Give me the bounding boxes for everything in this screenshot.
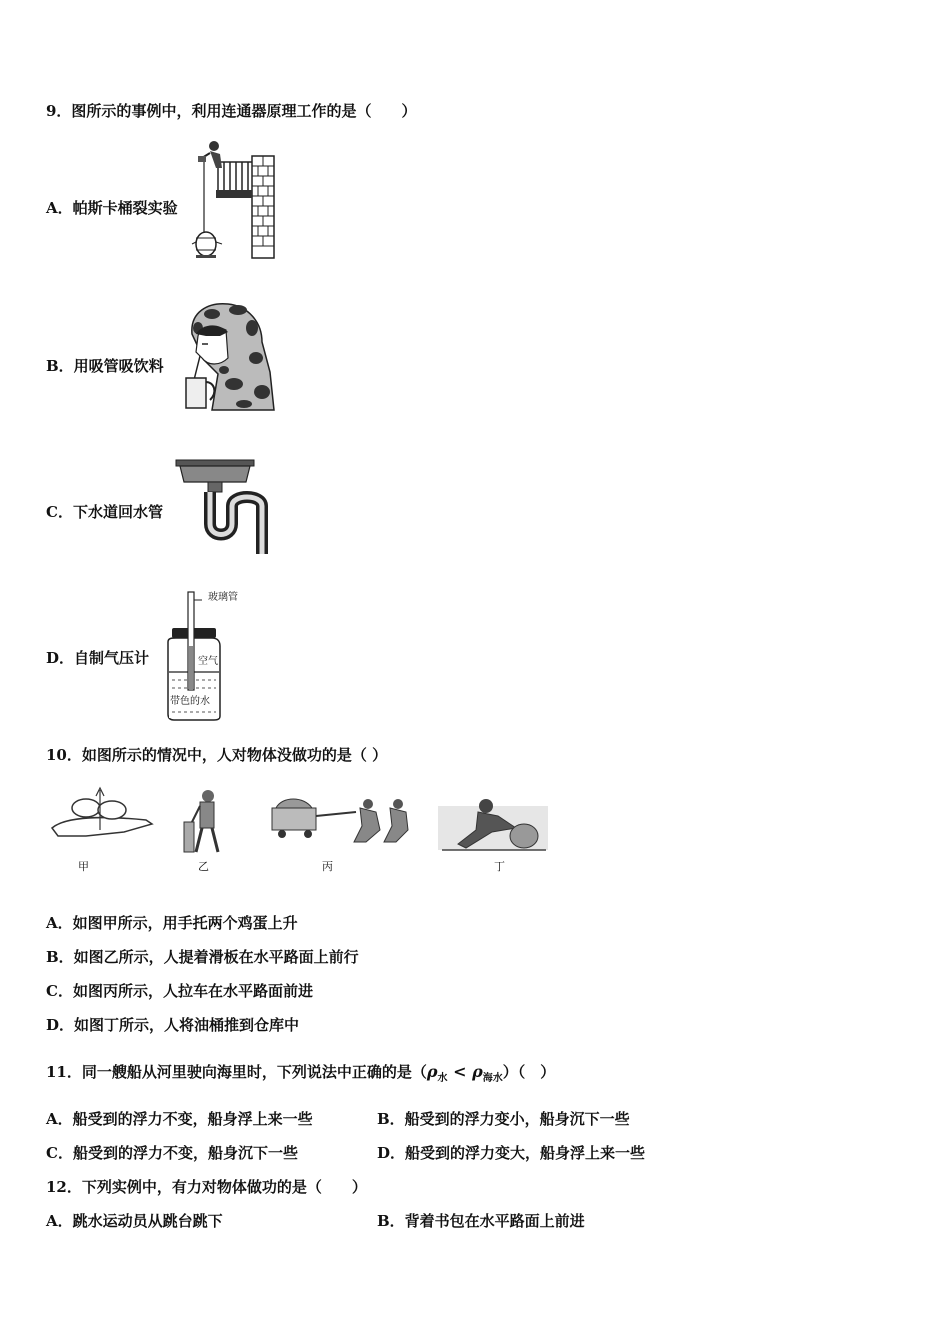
- q10-option-a[interactable]: A．如图甲所示，用手托两个鸡蛋上升: [46, 914, 298, 932]
- q11-stem-end: ）（ ）: [502, 1063, 556, 1081]
- drain-trap-figure: [174, 458, 274, 558]
- q10-stem: 10．如图所示的情况中，人对物体没做功的是（ ）: [46, 746, 388, 764]
- q12-stem: 12．下列实例中，有力对物体做功的是（ ）: [46, 1178, 367, 1196]
- q11-stem-text: 11．同一艘船从河里驶向海里时，下列说法中正确的是（: [46, 1063, 427, 1081]
- figure-label-yi: 乙: [198, 860, 209, 873]
- q9-stem: 9．图所示的事例中，利用连通器原理工作的是（ ）: [46, 102, 417, 120]
- q9-option-c[interactable]: C．下水道回水管: [46, 503, 163, 521]
- q11-option-d[interactable]: D．船受到的浮力变大，船身浮上来一些: [377, 1144, 646, 1162]
- q11-option-a[interactable]: A．船受到的浮力不变，船身浮上来一些: [46, 1110, 313, 1128]
- q11-option-b[interactable]: B．船受到的浮力变小，船身沉下一些: [377, 1110, 630, 1128]
- air-label: 空气: [198, 656, 218, 667]
- q11-stem: [46, 1062, 555, 1089]
- q10-option-d[interactable]: D．如图丁所示，人将油桶推到仓库中: [46, 1016, 300, 1034]
- q10-option-c[interactable]: C．如图丙所示，人拉车在水平路面前进: [46, 982, 313, 1000]
- q10-option-b[interactable]: B．如图乙所示，人提着滑板在水平路面上前行: [46, 948, 359, 966]
- work-scenarios-figure: [46, 786, 556, 882]
- colored-water-label: 带色的水: [170, 696, 210, 707]
- q12-option-b[interactable]: B．背着书包在水平路面上前进: [377, 1212, 585, 1230]
- figure-label-ding: 丁: [494, 860, 505, 873]
- glass-tube-label: 玻璃管: [208, 592, 238, 603]
- straw-drinking-figure: [184, 300, 278, 412]
- figure-label-jia: 甲: [78, 860, 89, 873]
- figure-label-bing: 丙: [322, 860, 333, 873]
- rho-water-symbol: $\rho_水 < \rho_{海水}$: [426, 1062, 503, 1084]
- q9-option-d[interactable]: D．自制气压计: [46, 649, 150, 667]
- pascal-barrel-figure: [190, 138, 280, 260]
- q11-option-c[interactable]: C．船受到的浮力不变，船身沉下一些: [46, 1144, 298, 1162]
- q9-option-a[interactable]: A．帕斯卡桶裂实验: [46, 199, 178, 217]
- q12-option-a[interactable]: A．跳水运动员从跳台跳下: [46, 1212, 223, 1230]
- q9-option-b[interactable]: B．用吸管吸饮料: [46, 357, 164, 375]
